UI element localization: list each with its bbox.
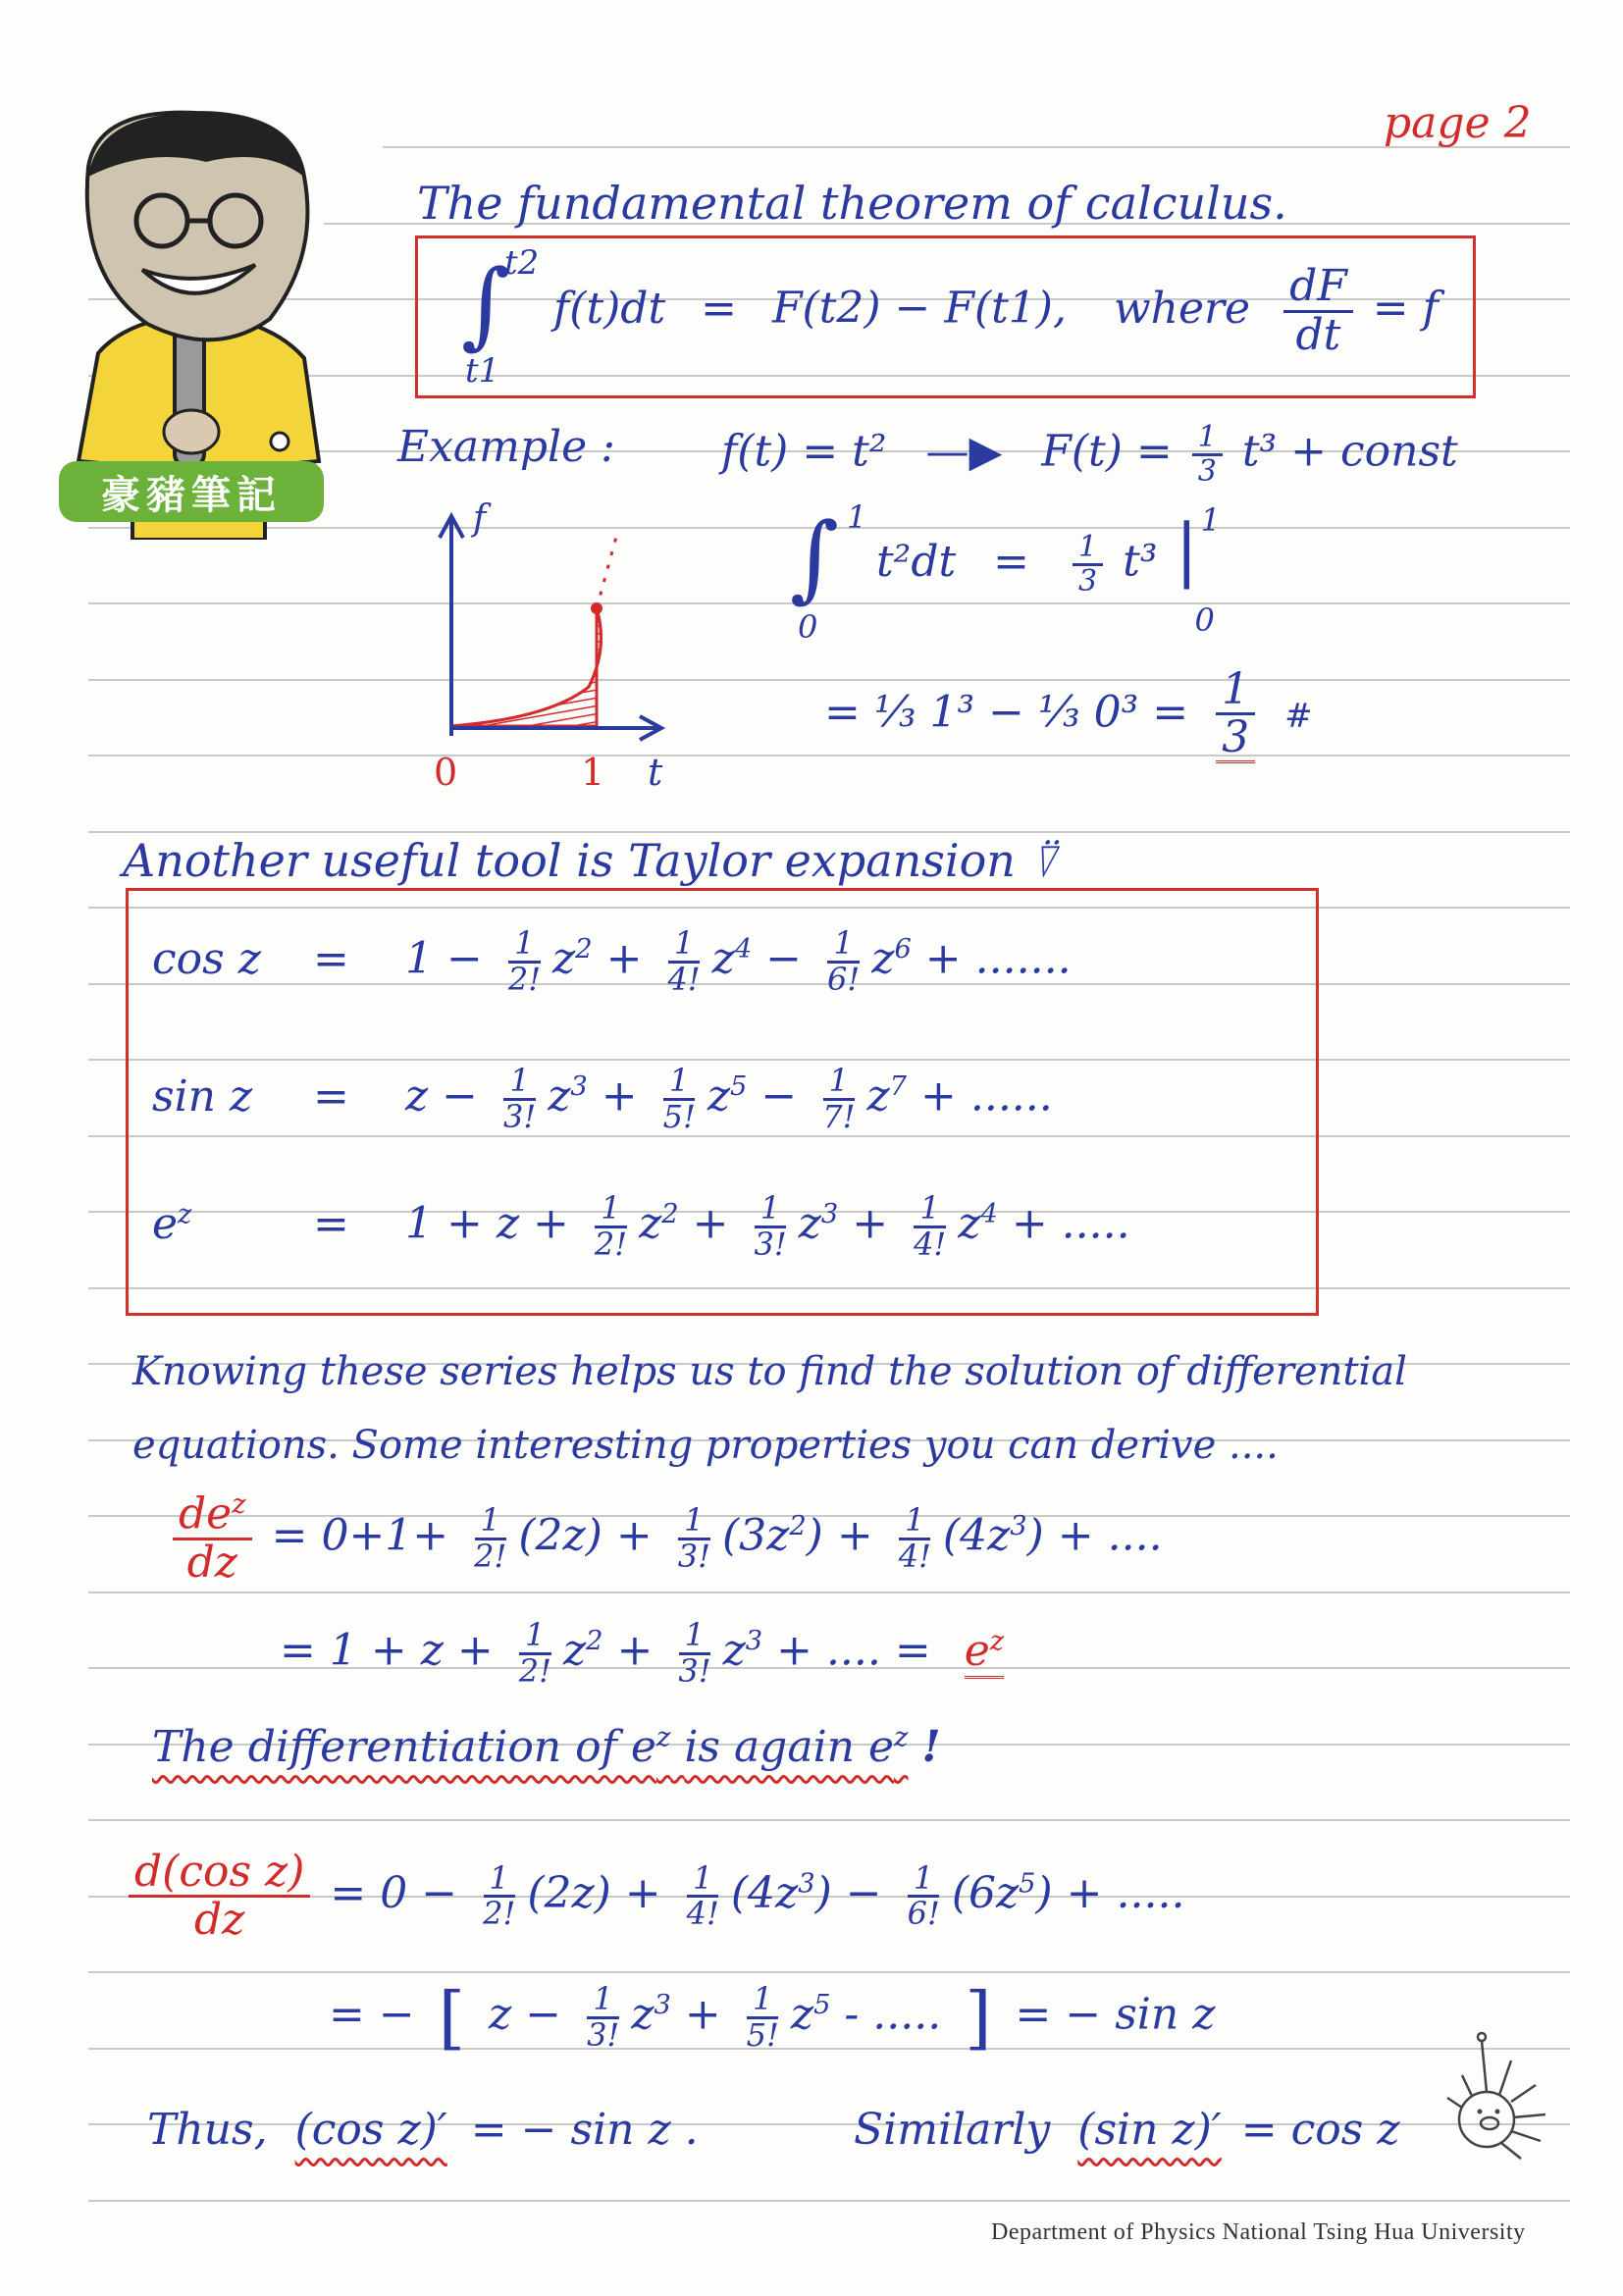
dexp-rhs-start: = 0+1+ (271, 1510, 449, 1561)
y-axis-label: f (473, 498, 487, 539)
ftc-deriv-den: dt (1295, 309, 1341, 360)
example-integral: ∫ 1 0 t²dt = $\frac{1}{3}$ t³ | 1 0 (790, 498, 1221, 646)
paragraph-line1: Knowing these series helps us to find the solution of differential (132, 1349, 1407, 1394)
dcos-line2-end: = − sin z (1015, 1989, 1216, 2040)
example-line2 (824, 664, 1313, 763)
dexp-result: e (964, 1625, 990, 1676)
ftc-deriv-num: dF (1283, 264, 1353, 312)
taylor-exp-lhs: e (152, 1198, 179, 1249)
similarly-expr: (sin z)′ (1077, 2105, 1222, 2155)
thus-rhs: = − sin z . (470, 2105, 699, 2155)
example-eval-lower: 0 (1194, 601, 1215, 639)
dexp-line1: $\frac{de^z}{dz}$ = 0+1+ $\frac{1}{2!}$ (2z) + $\frac{1}{3!}$ $(3z^2)$ + $\frac{1}{4!}$ $(4z^3)$ + .... (167, 1491, 1163, 1586)
example-int-body: t²dt (876, 536, 957, 587)
taylor-eq: = (313, 1070, 349, 1122)
section-title: The fundamental theorem of calculus. (417, 177, 1287, 230)
example-result-den: 3 (1222, 712, 1250, 763)
dcos-num: d(cos z) (129, 1850, 310, 1898)
dexp-line2-text: = 1 + z + (280, 1625, 494, 1676)
taylor-eq: = (313, 1198, 349, 1249)
logo-badge (59, 461, 324, 522)
x-tick-1: 1 (581, 751, 605, 794)
taylor-cos-lhs: cos z (152, 933, 261, 984)
thus-label: Thus, (147, 2105, 268, 2155)
example-hash: # (1284, 696, 1313, 736)
porcupine-doodle (1442, 2021, 1560, 2168)
paragraph-line2: equations. Some interesting properties you can derive .... (132, 1423, 1279, 1468)
example-F-rhs: t³ + const (1241, 426, 1458, 477)
x-axis-label: t (648, 751, 663, 794)
taylor-exp: $e^z = 1 + z$ + $\frac{1}{2!}$ $z^2$ + $\frac{1}{3!}$ $z^3$ + $\frac{1}{4!}$ $z^4$ + ..... (152, 1189, 1130, 1263)
statement-mid: is again e (684, 1722, 895, 1772)
taylor-intro: Another useful tool is Taylor expansion ⍢ (123, 834, 1058, 887)
ftc-equals: = (701, 283, 738, 334)
statement-end: ! (921, 1722, 941, 1772)
example-int-lower: 0 (798, 608, 818, 646)
similarly-rhs: = cos z (1240, 2105, 1400, 2155)
dexp-line2: = 1 + z + $\frac{1}{2!}$ $z^2$ + $\frac{1}{3!}$ $z^3$ + .... = $e^z$ (280, 1616, 1005, 1690)
taylor-cos: cos z = 1 − $\frac{1}{2!}$ $z^2$ + $\frac{1}{4!}$ $z^4$ − $\frac{1}{6!}$ $z^6$ + ....... (152, 924, 1072, 998)
ftc-rhs: F(t2) − F(t1), (772, 283, 1067, 334)
ftc-equation (461, 243, 1439, 391)
area-graph (412, 491, 697, 805)
ftc-where: where (1113, 283, 1251, 334)
page-label: page 2 (1384, 98, 1532, 148)
arrow-icon: —▶ (925, 426, 1003, 477)
example-int-eq: = (993, 536, 1030, 587)
integral-sign: ∫ (461, 249, 511, 359)
taylor-eq: = (313, 933, 349, 984)
similarly-line (854, 2105, 1400, 2155)
taylor-sin-lhs: sin z (152, 1070, 253, 1122)
example-result-num: 1 (1216, 667, 1255, 715)
dcos-line1: $\frac{\text{d(cos z)}}{dz}$ = 0 − $\frac{1}{2!}$ (2z) + $\frac{1}{4!}$ $(4z^3)$ − $\frac{1}{6!}$ $(6z^5)$ + ..... (123, 1850, 1184, 1943)
curve-endpoint (591, 602, 602, 614)
ftc-upper-limit: t2 (504, 243, 540, 283)
example-int-upper: 1 (847, 498, 867, 536)
dexp-num: de (179, 1488, 233, 1539)
ftc-deriv-rhs: = f (1372, 283, 1439, 334)
example-f-def-text: f(t) = t² (721, 426, 887, 477)
integral-sign: ∫ (790, 502, 840, 612)
taylor-sin: sin z = z − $\frac{1}{3!}$ $z^3$ + $\frac{1}{5!}$ $z^5$ − $\frac{1}{7!}$ $z^7$ + ...... (152, 1062, 1053, 1135)
thus-line (147, 2105, 699, 2155)
statement-text: The differentiation of e (152, 1722, 656, 1772)
example-F-lhs: F(t) = (1041, 426, 1173, 477)
curve-extension (597, 530, 618, 608)
example-eval-upper: 1 (1200, 501, 1221, 539)
similarly-label: Similarly (854, 2105, 1051, 2155)
x-tick-0: 0 (434, 751, 458, 794)
example-label: Example : (397, 422, 615, 472)
example-line2-text: = ⅓ 1³ − ⅓ 0³ = (824, 687, 1189, 738)
example-f-def: f(t) = t² —▶ F(t) = $\frac{1}{3}$ t³ + const (721, 420, 1458, 489)
example-int-rhs: t³ (1123, 536, 1158, 587)
thus-expr: (cos z)′ (294, 2105, 447, 2155)
ftc-integrand: f(t)dt (553, 283, 666, 334)
dcos-den: dz (194, 1895, 245, 1946)
ftc-lower-limit: t1 (465, 351, 500, 391)
dcos-rhs-start: = 0 − (330, 1868, 458, 1919)
footer-text: Department of Physics National Tsing Hua University (991, 2219, 1526, 2245)
dcos-line2: = − [ z − $\frac{1}{3!}$ $z^3$ + $\frac{1}{5!}$ $z^5$ - ..... ] = − sin z (329, 1977, 1216, 2058)
dexp-den: dz (186, 1537, 237, 1588)
statement: The differentiation of $e^z$ is again $e^z$ ! (152, 1722, 941, 1772)
shaded-area (451, 608, 602, 726)
dcos-line2-start: = − (329, 1989, 415, 2040)
logo-text: 豪豬筆記 (101, 472, 282, 518)
